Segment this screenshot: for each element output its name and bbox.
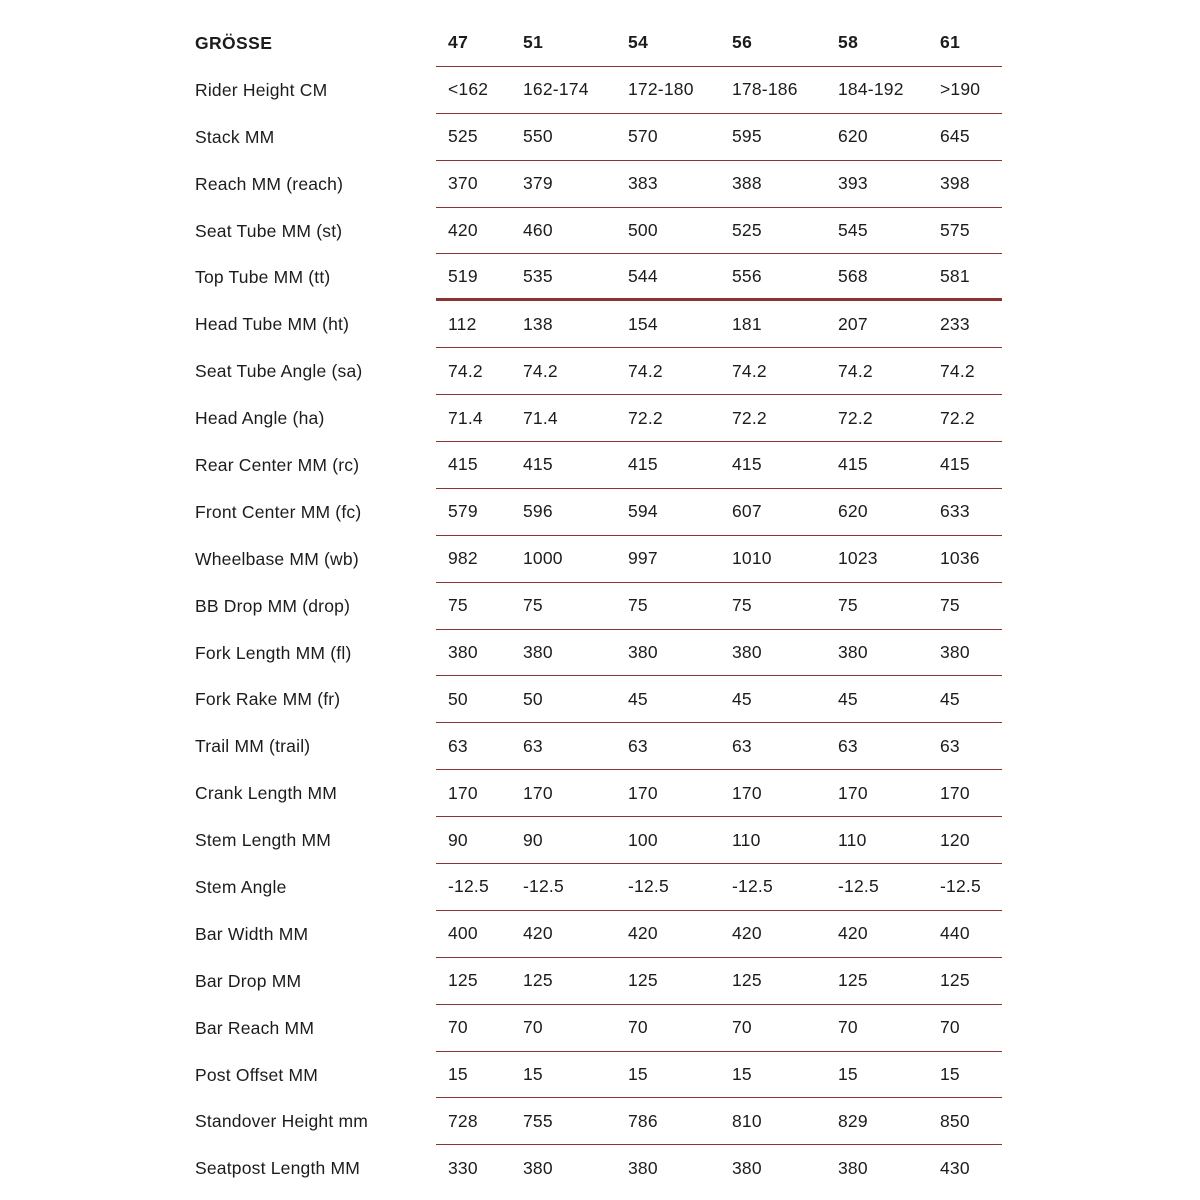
- value-cell: 125: [628, 970, 658, 991]
- value-cell: >190: [940, 79, 981, 100]
- row-label: Post Offset MM: [195, 1064, 319, 1085]
- table-row: [195, 1098, 1002, 1145]
- value-cell: 125: [523, 970, 553, 991]
- table-row: [195, 536, 1002, 583]
- size-column-header: 61: [940, 32, 961, 53]
- value-cell: 75: [838, 595, 858, 616]
- value-cell: 112: [448, 313, 477, 334]
- table-row: [195, 817, 1002, 864]
- table-row: [195, 114, 1002, 161]
- row-values: [436, 1098, 1002, 1145]
- row-label: Stem Length MM: [195, 830, 332, 851]
- value-cell: 74.2: [732, 360, 767, 381]
- value-cell: 181: [732, 313, 762, 334]
- row-label: Rider Height CM: [195, 79, 328, 100]
- value-cell: 550: [523, 126, 553, 147]
- value-cell: 556: [732, 265, 762, 286]
- row-values: [436, 817, 1002, 864]
- value-cell: 575: [940, 220, 970, 240]
- value-cell: 545: [838, 220, 868, 240]
- value-cell: 162-174: [523, 79, 589, 100]
- value-cell: 74.2: [838, 360, 873, 381]
- table-row: [195, 911, 1002, 958]
- value-cell: 72.2: [732, 407, 767, 428]
- row-values: [436, 301, 1002, 348]
- value-cell: 620: [838, 126, 868, 147]
- value-cell: 15: [628, 1064, 648, 1085]
- row-values: [436, 723, 1002, 770]
- table-row: [195, 723, 1002, 770]
- value-cell: 415: [628, 454, 658, 475]
- row-values: [436, 1052, 1002, 1099]
- value-cell: 70: [628, 1017, 648, 1038]
- value-cell: 72.2: [838, 407, 873, 428]
- row-label: Stack MM: [195, 126, 275, 147]
- value-cell: 579: [448, 501, 478, 522]
- value-cell: 45: [940, 688, 960, 709]
- value-cell: 75: [523, 595, 543, 616]
- row-values: [436, 1145, 1002, 1192]
- value-cell: 63: [448, 735, 468, 756]
- value-cell: 75: [732, 595, 752, 616]
- row-label: Seatpost Length MM: [195, 1158, 361, 1179]
- row-values: [436, 254, 1002, 301]
- value-cell: 154: [628, 313, 658, 334]
- value-cell: 594: [628, 501, 658, 522]
- value-cell: 15: [523, 1064, 543, 1085]
- value-cell: 110: [732, 829, 761, 850]
- table-row: [195, 254, 1002, 301]
- value-cell: -12.5: [940, 876, 981, 897]
- row-values: [436, 676, 1002, 723]
- value-cell: 74.2: [448, 360, 483, 381]
- value-cell: 63: [628, 735, 648, 756]
- size-header-label: GRÖSSE: [195, 32, 273, 53]
- value-cell: 120: [940, 829, 970, 850]
- row-values: [436, 208, 1002, 255]
- row-label: Seat Tube Angle (sa): [195, 361, 363, 382]
- row-label: Fork Length MM (fl): [195, 642, 352, 663]
- value-cell: 233: [940, 313, 970, 334]
- size-column-header: 56: [732, 32, 753, 53]
- value-cell: 383: [628, 173, 658, 194]
- row-values: [436, 958, 1002, 1005]
- value-cell: 728: [448, 1110, 478, 1131]
- value-cell: 380: [628, 642, 658, 663]
- value-cell: 982: [448, 548, 478, 569]
- value-cell: 581: [940, 265, 970, 286]
- value-cell: 379: [523, 173, 553, 194]
- value-cell: 178-186: [732, 79, 798, 100]
- row-label: Front Center MM (fc): [195, 501, 362, 522]
- value-cell: 125: [838, 970, 868, 991]
- value-cell: 525: [732, 220, 762, 240]
- value-cell: 70: [838, 1017, 858, 1038]
- value-cell: 15: [732, 1064, 752, 1085]
- row-values: [436, 489, 1002, 536]
- table-row: [195, 67, 1002, 114]
- value-cell: -12.5: [838, 876, 879, 897]
- value-cell: -12.5: [732, 876, 773, 897]
- value-cell: 380: [523, 642, 553, 663]
- value-cell: 63: [940, 735, 960, 756]
- value-cell: 519: [448, 265, 478, 286]
- value-cell: 420: [628, 923, 658, 944]
- value-cell: 380: [448, 642, 478, 663]
- value-cell: 125: [448, 970, 478, 991]
- value-cell: 75: [628, 595, 648, 616]
- value-cell: 125: [732, 970, 762, 991]
- value-cell: 570: [628, 126, 658, 147]
- value-cell: 388: [732, 173, 762, 194]
- value-cell: 620: [838, 501, 868, 522]
- row-label: Standover Height mm: [195, 1111, 369, 1132]
- value-cell: 74.2: [940, 360, 975, 381]
- value-cell: 645: [940, 126, 970, 147]
- value-cell: 525: [448, 126, 478, 147]
- value-cell: 70: [523, 1017, 543, 1038]
- value-cell: 72.2: [628, 407, 663, 428]
- value-cell: 70: [732, 1017, 752, 1038]
- row-values: [436, 770, 1002, 817]
- value-cell: 568: [838, 265, 868, 286]
- row-label: Wheelbase MM (wb): [195, 548, 359, 569]
- value-cell: 595: [732, 126, 762, 147]
- value-cell: 380: [940, 642, 970, 663]
- table-row: [195, 442, 1002, 489]
- value-cell: 45: [838, 688, 858, 709]
- value-cell: 74.2: [628, 360, 663, 381]
- table-row: [195, 208, 1002, 255]
- table-row: [195, 770, 1002, 817]
- value-cell: 71.4: [523, 407, 558, 428]
- value-cell: 607: [732, 501, 762, 522]
- value-cell: 829: [838, 1110, 868, 1131]
- value-cell: 170: [448, 782, 478, 803]
- row-label: Head Angle (ha): [195, 408, 325, 429]
- row-label: BB Drop MM (drop): [195, 595, 351, 616]
- value-cell: 170: [732, 782, 762, 803]
- value-cell: 380: [523, 1158, 553, 1179]
- value-cell: 184-192: [838, 79, 904, 100]
- row-values: [436, 536, 1002, 583]
- row-label: Top Tube MM (tt): [195, 267, 331, 288]
- table-row: [195, 301, 1002, 348]
- value-cell: 110: [838, 829, 867, 850]
- table-row: [195, 489, 1002, 536]
- row-values: [436, 864, 1002, 911]
- value-cell: 75: [940, 595, 960, 616]
- size-column-header: 47: [448, 32, 469, 53]
- row-label: Bar Width MM: [195, 923, 309, 944]
- row-values: [436, 161, 1002, 208]
- value-cell: 500: [628, 220, 658, 240]
- table-body: [195, 67, 1002, 1192]
- value-cell: 430: [940, 1158, 970, 1179]
- value-cell: 15: [838, 1064, 858, 1085]
- value-cell: 100: [628, 829, 658, 850]
- value-cell: 460: [523, 220, 553, 240]
- value-cell: <162: [448, 79, 489, 100]
- value-cell: 330: [448, 1158, 478, 1179]
- value-cell: 370: [448, 173, 478, 194]
- row-values: [436, 442, 1002, 489]
- row-values: [436, 67, 1002, 114]
- value-cell: 1000: [523, 548, 563, 569]
- value-cell: 400: [448, 923, 478, 944]
- value-cell: 170: [628, 782, 658, 803]
- row-label: Crank Length MM: [195, 783, 338, 804]
- row-label: Rear Center MM (rc): [195, 454, 360, 475]
- value-cell: 50: [448, 688, 468, 709]
- value-cell: 170: [940, 782, 970, 803]
- value-cell: 393: [838, 173, 868, 194]
- value-cell: 138: [523, 313, 553, 334]
- row-label: Seat Tube MM (st): [195, 220, 343, 241]
- value-cell: 415: [940, 454, 970, 475]
- table-row: [195, 1052, 1002, 1099]
- value-cell: -12.5: [628, 876, 669, 897]
- row-values: [436, 630, 1002, 677]
- value-cell: 544: [628, 265, 658, 286]
- value-cell: 1010: [732, 548, 772, 569]
- row-label: Fork Rake MM (fr): [195, 689, 341, 710]
- table-row: [195, 630, 1002, 677]
- value-cell: 755: [523, 1110, 553, 1131]
- value-cell: 63: [523, 735, 543, 756]
- value-cell: 1023: [838, 548, 878, 569]
- value-cell: 15: [940, 1064, 960, 1085]
- row-values: [436, 114, 1002, 161]
- value-cell: 70: [940, 1017, 960, 1038]
- value-cell: 850: [940, 1110, 970, 1131]
- value-cell: 810: [732, 1110, 762, 1131]
- table-row: [195, 583, 1002, 630]
- size-column-header: 58: [838, 32, 859, 53]
- row-label: Reach MM (reach): [195, 173, 344, 194]
- size-column-header: 51: [523, 32, 544, 53]
- value-cell: 420: [523, 923, 553, 944]
- value-cell: 45: [628, 688, 648, 709]
- value-cell: 420: [838, 923, 868, 944]
- value-cell: 380: [732, 642, 762, 663]
- table-row: [195, 1005, 1002, 1052]
- value-cell: 63: [732, 735, 752, 756]
- table-row: [195, 348, 1002, 395]
- value-cell: 415: [448, 454, 478, 475]
- value-cell: 90: [523, 829, 543, 850]
- table-row: [195, 395, 1002, 442]
- row-values: [436, 395, 1002, 442]
- value-cell: 415: [732, 454, 762, 475]
- table-row: [195, 958, 1002, 1005]
- value-cell: 997: [628, 548, 658, 569]
- value-cell: 380: [838, 1158, 868, 1179]
- value-cell: 535: [523, 265, 553, 286]
- value-cell: 45: [732, 688, 752, 709]
- table-row: [195, 676, 1002, 723]
- value-cell: 786: [628, 1110, 658, 1131]
- row-values: [436, 911, 1002, 958]
- row-values: [436, 348, 1002, 395]
- row-label: Stem Angle: [195, 876, 287, 897]
- value-cell: 420: [448, 220, 478, 240]
- value-cell: 125: [940, 970, 970, 991]
- value-cell: 50: [523, 688, 543, 709]
- table-header-row: [195, 20, 1002, 67]
- value-cell: 380: [838, 642, 868, 663]
- value-cell: 170: [838, 782, 868, 803]
- value-cell: 380: [732, 1158, 762, 1179]
- value-cell: 398: [940, 173, 970, 194]
- value-cell: -12.5: [523, 876, 564, 897]
- value-cell: 1036: [940, 548, 980, 569]
- row-label: Trail MM (trail): [195, 736, 311, 757]
- table-row: [195, 864, 1002, 911]
- value-cell: 415: [523, 454, 553, 475]
- value-cell: 172-180: [628, 79, 694, 100]
- value-cell: 207: [838, 313, 868, 334]
- value-cell: 170: [523, 782, 553, 803]
- value-cell: 63: [838, 735, 858, 756]
- size-column-header: 54: [628, 32, 649, 53]
- value-cell: 440: [940, 923, 970, 944]
- table-row: [195, 161, 1002, 208]
- value-cell: 72.2: [940, 407, 975, 428]
- value-cell: 15: [448, 1064, 468, 1085]
- value-cell: 70: [448, 1017, 468, 1038]
- value-cell: 420: [732, 923, 762, 944]
- value-cell: 74.2: [523, 360, 558, 381]
- row-label: Head Tube MM (ht): [195, 314, 350, 335]
- value-cell: -12.5: [448, 876, 489, 897]
- row-label: Bar Reach MM: [195, 1017, 315, 1038]
- value-cell: 90: [448, 829, 468, 850]
- value-cell: 71.4: [448, 407, 483, 428]
- value-cell: 415: [838, 454, 868, 475]
- value-cell: 633: [940, 501, 970, 522]
- value-cell: 596: [523, 501, 553, 522]
- row-label: Bar Drop MM: [195, 970, 302, 991]
- row-values: [436, 583, 1002, 630]
- value-cell: 75: [448, 595, 468, 616]
- geometry-table: [195, 20, 1002, 1192]
- table-row: [195, 1145, 1002, 1192]
- row-values: [436, 1005, 1002, 1052]
- size-header-values: [436, 20, 1002, 67]
- value-cell: 380: [628, 1158, 658, 1179]
